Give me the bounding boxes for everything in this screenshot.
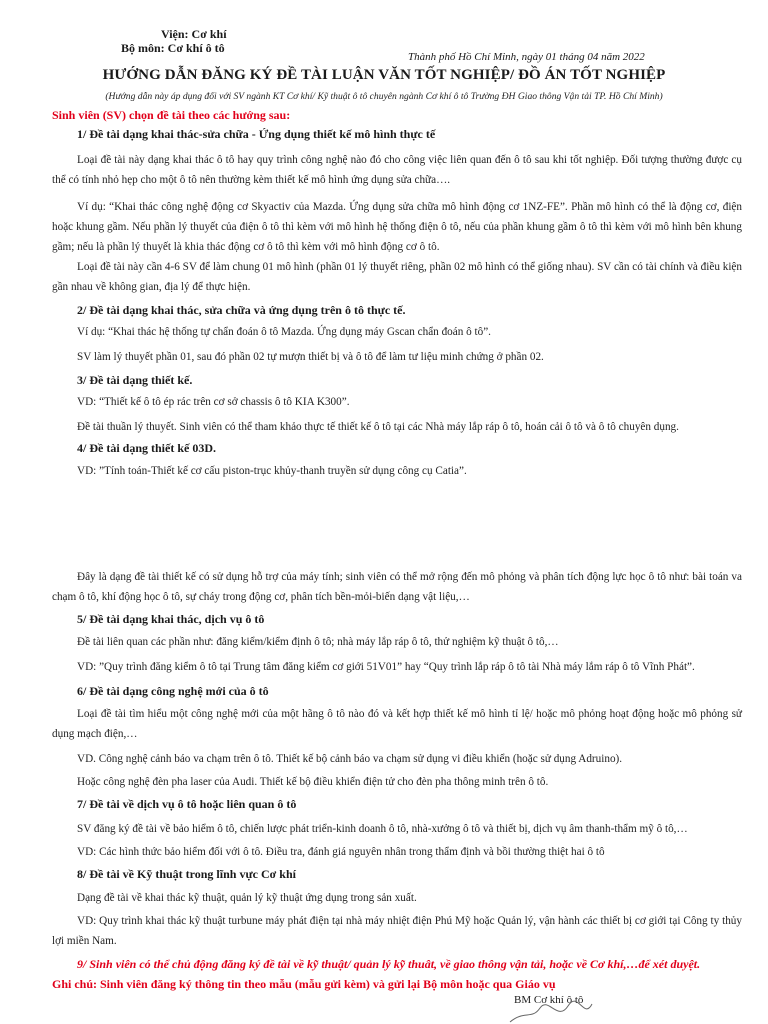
date-line: Thành phố Hồ Chí Minh, ngày 01 tháng 04 năm 2022	[408, 51, 645, 63]
section-5-paragraph: Đề tài liên quan các phần như: đăng kiểm/kiểm định ô tô; nhà máy lắp ráp ô tô, thử nghiệm kỹ thuật ô tô,…	[77, 636, 559, 648]
section-7-heading: 7/ Đề tài về dịch vụ ô tô hoặc liên quan ô tô	[77, 797, 297, 811]
section-2-example: Ví dụ: “Khai thác hệ thống tự chẩn đoán ô tô Mazda. Ứng dụng máy Gscan chẩn đoán ô tô”.	[77, 326, 491, 338]
section-2-heading: 2/ Đề tài dạng khai thác, sửa chữa và ứng dụng trên ô tô thực tế.	[77, 303, 406, 317]
section-7-example: VD: Các hình thức bảo hiểm đối với ô tô. Điều tra, đánh giá nguyên nhân trong thẩm định và bồi thường thiệt hai ô tô	[77, 846, 605, 858]
institute-label: Viện: Cơ khí	[161, 27, 227, 41]
section-6-example: VD. Công nghệ cảnh báo va chạm trên ô tô. Thiết kế bộ cảnh báo va chạm sử dụng vi điều khiển (hoặc sử dụng Adruino).	[77, 753, 623, 765]
section-8-example: VD: Quy trình khai thác kỹ thuật turbune máy phát điện tại nhà máy nhiệt điện Phú Mỹ hoặc Quản lý, vận hành các thiết bị cơ giới tại Công ty thủy lợi miền Nam.	[52, 915, 742, 947]
section-8-heading: 8/ Đề tài về Kỹ thuật trong lĩnh vực Cơ khí	[77, 867, 296, 881]
department-label: Bộ môn: Cơ khí ô tô	[121, 41, 225, 55]
section-7-paragraph: SV đăng ký đề tài về bảo hiểm ô tô, chiến lược phát triển-kinh doanh ô tô, nhà-xưởng ô tô và thiết bị, dịch vụ âm thanh-thẩm mỹ ô tô,…	[77, 823, 688, 835]
section-1-heading: 1/ Đề tài dạng khai thác-sửa chữa - Ứng dụng thiết kế mô hình thực tế	[77, 127, 436, 141]
section-6-paragraph: Loại đề tài tìm hiểu một công nghệ mới của một hãng ô tô nào đó và kết hợp thiết kế mô hình tỉ lệ/ hoặc mô phỏng hoạt động hoặc mô phỏng sử dụng mạch điện,…	[52, 708, 742, 740]
handwritten-signature-icon	[506, 1000, 596, 1024]
document-subtitle: (Hướng dẫn này áp dụng đối với SV ngành KT Cơ khí/ Kỹ thuật ô tô chuyên ngành Cơ khí ô tô Trường ĐH Giao thông Vận tải TP. Hồ Chí Minh)	[105, 91, 663, 102]
section-1-example: Ví dụ: “Khai thác công nghệ động cơ Skyactiv của Mazda. Ứng dụng sửa chữa mô hình động cơ 1NZ-FE”. Phần mô hình có thể là động cơ, điện hoặc khung gầm. Nếu phần lý thuyết của điện ô tô thì kèm với mô hình hệ thống điện ô tô, nếu của phần khung gầm ô tô thì kèm với mô hình bên khung gầm; nếu là phần lý thuyết là khia thác động cơ ô tô thì kèm với mô hình động cơ ô tô.	[52, 201, 742, 253]
section-6-heading: 6/ Đề tài dạng công nghệ mới của ô tô	[77, 684, 269, 698]
section-5-example: VD: ”Quy trình đăng kiểm ô tô tại Trung tâm đăng kiểm cơ giới 51V01” hay “Quy trình lắp ráp ô tô tài Nhà máy lắm ráp ô tô Vĩnh Phát”.	[77, 661, 695, 673]
section-4-example: VD: ”Tính toán-Thiết kế cơ cấu piston-trục khủy-thanh truyền sử dụng công cụ Catia”.	[77, 465, 467, 477]
intro-line: Sinh viên (SV) chọn đề tài theo các hướng sau:	[52, 108, 291, 122]
section-8-paragraph: Dạng đề tài về khai thác kỹ thuật, quản lý kỹ thuật ứng dụng trong sản xuất.	[77, 892, 417, 904]
document-title: HƯỚNG DẪN ĐĂNG KÝ ĐỀ TÀI LUẬN VĂN TỐT NGHIỆP/ ĐỒ ÁN TỐT NGHIỆP	[102, 67, 666, 83]
note-line: Ghi chú: Sinh viên đăng ký thông tin theo mẫu (mẫu gửi kèm) và gửi lại Bộ môn hoặc qua Giáo vụ	[52, 977, 556, 991]
section-2-paragraph: SV làm lý thuyết phần 01, sau đó phần 02 tự mượn thiết bị và ô tô để làm tư liệu minh chứng ở phần 02.	[77, 351, 544, 363]
section-4-heading: 4/ Đề tài dạng thiết kế 03D.	[77, 441, 216, 455]
section-1-paragraph: Loại đề tài này dạng khai thác ô tô hay quy trình công nghệ nào đó cho công việc liên quan đến ô tô sau khi tốt nghiệp. Đối tượng thường được cụ thể có tính nhỏ hẹp cho một ô tô nên thường kèm thiết kế mô hình ứng dụng sửa chữa….	[52, 154, 742, 186]
section-4-paragraph: Đây là dạng đề tài thiết kế có sử dụng hỗ trợ của máy tính; sinh viên có thể mở rộng đến mô phỏng và phân tích động lực học ô tô như: bài toán va chạm ô tô, khí động học ô tô, sự cháy trong động cơ, phân tích bền-mỏi-biến dạng vật liệu,…	[52, 571, 742, 603]
section-3-example: VD: “Thiết kế ô tô ép rác trên cơ sở chassis ô tô KIA K300”.	[77, 396, 350, 408]
section-3-paragraph: Đề tài thuần lý thuyết. Sinh viên có thể tham khảo thực tế thiết kế ô tô tại các Nhà máy lắp ráp ô tô, hoán cải ô tô và ô tô chuyên dụng.	[77, 421, 679, 433]
signature-label: BM Cơ khí ô tô	[514, 994, 584, 1006]
section-9-text: 9/ Sinh viên có thể chủ động đăng ký đề tài về kỹ thuật/ quản lý kỹ thuât, về giao thông vận tải, hoặc về Cơ khí,…để xét duyệt.	[77, 957, 701, 971]
section-5-heading: 5/ Đề tài dạng khai thác, dịch vụ ô tô	[77, 612, 265, 626]
section-6-example: Hoặc công nghệ đèn pha laser của Audi. Thiết kế bộ điều khiển điện tử cho đèn pha thông minh trên ô tô.	[77, 776, 549, 788]
section-3-heading: 3/ Đề tài dạng thiết kế.	[77, 373, 193, 387]
section-1-paragraph: Loại đề tài này cần 4-6 SV để làm chung 01 mô hình (phần 01 lý thuyết riêng, phần 02 mô hình có thể giống nhau). SV cần có tài chính và điều kiện gần nhau về không gian, địa lý để thực hiện.	[52, 261, 742, 293]
